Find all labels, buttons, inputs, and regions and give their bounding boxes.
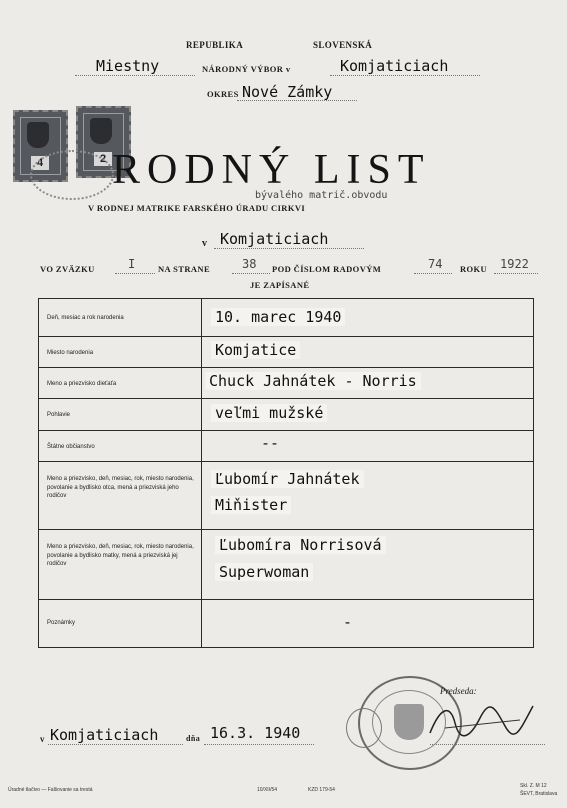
row-value: -- xyxy=(261,434,280,452)
number-value: 74 xyxy=(428,257,443,271)
place-prefix: v xyxy=(202,238,208,249)
recorded-label: JE ZAPÍSANÉ xyxy=(250,280,310,290)
row-value: - xyxy=(343,613,353,631)
print-left: Úradné tlačivo — Falšovanie sa trestá xyxy=(8,787,93,793)
row-label: Poznámky xyxy=(47,620,76,626)
row-value: Ľubomír Jahnátek xyxy=(211,470,364,488)
volume-value: I xyxy=(128,257,136,271)
stamp-value: 2 xyxy=(94,152,112,166)
table-row xyxy=(39,336,533,368)
print-right-1: Skl. Z. M 12 xyxy=(520,783,547,789)
page-label: NA STRANE xyxy=(158,264,211,274)
document-title: RODNÝ LIST xyxy=(112,147,431,193)
print-right-2: ŠEVT, Bratislava xyxy=(520,791,558,797)
slovak-word: SLOVENSKÁ xyxy=(313,40,373,50)
table-row xyxy=(39,599,533,646)
district-value: Nové Zámky xyxy=(242,83,333,101)
registry-line: V RODNEJ MATRIKE FARSKÉHO ÚRADU CIRKVI xyxy=(88,203,306,213)
row-label: Meno a priezvisko dieťaťa xyxy=(47,381,117,387)
chair-label: Predseda: xyxy=(440,686,477,696)
committee-place: Komjaticiach xyxy=(340,57,449,75)
number-label: POD ČÍSLOM RADOVÝM xyxy=(272,264,382,274)
row-value: Superwoman xyxy=(215,563,313,581)
row-value: 10. marec 1940 xyxy=(211,308,345,326)
stamp-value: 4 xyxy=(31,156,49,170)
print-code-1: 10/XII/54 xyxy=(257,787,278,793)
table-row xyxy=(39,430,533,462)
district-label: OKRES xyxy=(207,89,239,99)
date-label: dňa xyxy=(186,734,201,743)
postmark-seal xyxy=(30,150,114,200)
row-label: Meno a priezvisko, deň, mesiac, rok, miesto narodenia, povolanie a bydlisko matky, mená a priezviská jej rodičov xyxy=(47,544,194,567)
table-row xyxy=(39,299,533,337)
table-row xyxy=(39,367,533,399)
row-label: Meno a priezvisko, deň, mesiac, rok, miesto narodenia, povolanie a bydlisko otca, mená a priezviská jeho rodičov xyxy=(47,476,194,499)
table-row xyxy=(39,398,533,431)
volume-label: VO ZVÄZKU xyxy=(40,264,95,274)
table-row xyxy=(39,529,533,600)
small-stamp xyxy=(346,708,382,748)
page-value: 38 xyxy=(242,257,257,271)
committee-prefix: Miestny xyxy=(96,57,160,75)
coat-of-arms-icon xyxy=(27,122,49,148)
committee-label: NÁRODNÝ VÝBOR v xyxy=(202,64,291,74)
date-value: 16.3. 1940 xyxy=(210,724,301,742)
year-label: ROKU xyxy=(460,264,488,274)
print-code-2: KZD 179-54 xyxy=(308,787,335,793)
row-label: Pohlavie xyxy=(47,412,71,418)
registry-annotation: bývalého matrič.obvodu xyxy=(255,190,388,201)
table-row xyxy=(39,461,533,530)
row-value: Miňister xyxy=(211,496,291,514)
republic-word: REPUBLIKA xyxy=(186,40,244,50)
row-value: Komjatice xyxy=(211,341,300,359)
row-value: Chuck Jahnátek - Norris xyxy=(205,372,421,390)
signature-icon xyxy=(425,698,540,743)
coat-of-arms-icon xyxy=(90,118,112,144)
registry-place: Komjaticiach xyxy=(220,230,329,248)
birth-record-table xyxy=(38,298,534,648)
year-value: 1922 xyxy=(500,257,529,271)
row-label: Deň, mesiac a rok narodenia xyxy=(47,315,124,321)
footer-place: Komjaticiach xyxy=(50,726,159,744)
row-value: veľmi mužské xyxy=(211,404,327,422)
row-value: Ľubomíra Norrisová xyxy=(215,536,386,554)
coat-of-arms-icon xyxy=(394,704,424,740)
row-label: Miesto narodenia xyxy=(47,350,94,356)
footer-place-prefix: v xyxy=(40,734,45,744)
row-label: Štátne občianstvo xyxy=(47,444,95,450)
